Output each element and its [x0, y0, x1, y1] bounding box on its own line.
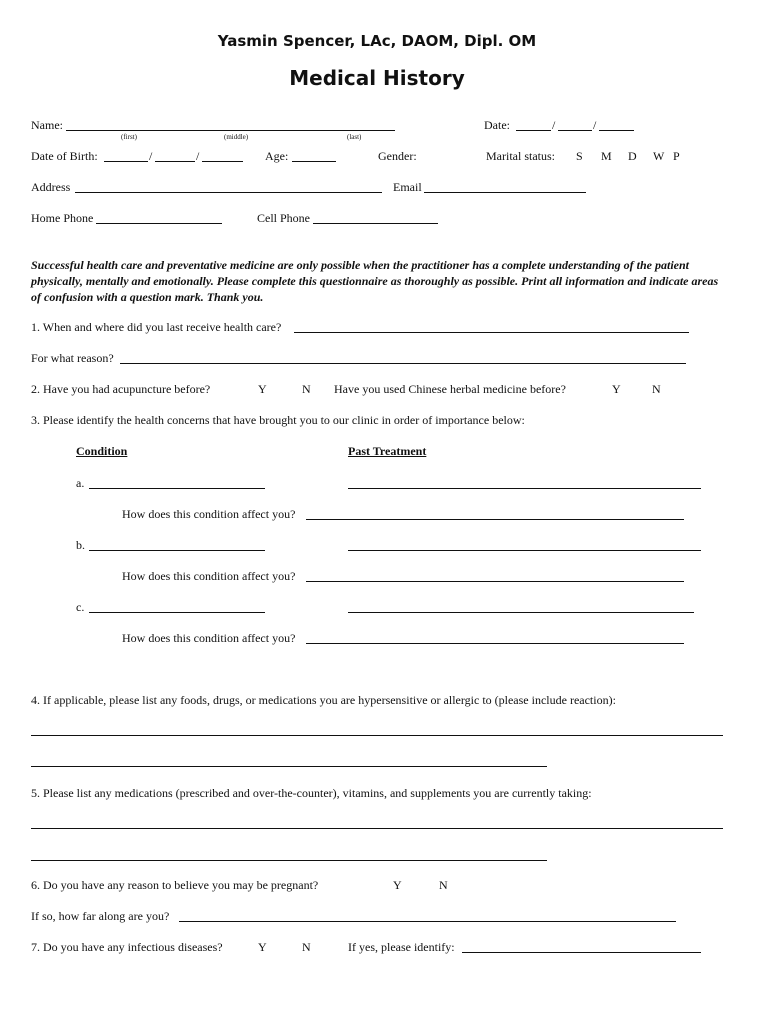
- home-phone-label: Home Phone: [31, 211, 94, 225]
- question-5-field-2[interactable]: [31, 860, 547, 861]
- dob-month-field[interactable]: [104, 149, 148, 162]
- question-4-field-1[interactable]: [31, 735, 723, 736]
- marital-option-d[interactable]: D: [628, 149, 637, 163]
- question-2b: Have you used Chinese herbal medicine before?: [334, 382, 566, 396]
- marital-option-m[interactable]: M: [601, 149, 612, 163]
- date-slash-2: /: [593, 118, 597, 132]
- question-1-reason-field[interactable]: [120, 351, 686, 364]
- name-sub-first: (first): [121, 133, 137, 141]
- marital-option-p[interactable]: P: [673, 149, 680, 163]
- question-7-followup-field[interactable]: [462, 940, 701, 953]
- dob-label: Date of Birth:: [31, 149, 98, 163]
- condition-b-field[interactable]: [89, 538, 265, 551]
- name-label: Name:: [31, 118, 63, 132]
- email-label: Email: [393, 180, 422, 194]
- cell-phone-field[interactable]: [313, 211, 438, 224]
- question-6-followup: If so, how far along are you?: [31, 909, 170, 923]
- question-4-field-2[interactable]: [31, 766, 547, 767]
- question-4: 4. If applicable, please list any foods, drugs, or medications you are hypersensitive or allergic to (please include reaction):: [31, 693, 616, 707]
- question-5: 5. Please list any medications (prescribed and over-the-counter), vitamins, and supplements you are currently taking:: [31, 786, 592, 800]
- condition-a-label: a.: [76, 476, 85, 490]
- date-year-field[interactable]: [599, 118, 634, 131]
- question-5-field-1[interactable]: [31, 828, 723, 829]
- question-2a: 2. Have you had acupuncture before?: [31, 382, 211, 396]
- age-field[interactable]: [292, 149, 336, 162]
- age-label: Age:: [265, 149, 289, 163]
- question-6: 6. Do you have any reason to believe you may be pregnant?: [31, 878, 319, 892]
- q2b-yes-option[interactable]: Y: [612, 382, 621, 396]
- question-3: 3. Please identify the health concerns that have brought you to our clinic in order of importance below:: [31, 413, 525, 427]
- question-1-field[interactable]: [294, 320, 689, 333]
- q2a-yes-option[interactable]: Y: [258, 382, 267, 396]
- marital-option-w[interactable]: W: [653, 149, 665, 163]
- q6-no-option[interactable]: N: [439, 878, 448, 892]
- marital-label: Marital status:: [486, 149, 555, 163]
- marital-option-s[interactable]: S: [576, 149, 583, 163]
- home-phone-field[interactable]: [96, 211, 222, 224]
- dob-slash-2: /: [196, 149, 200, 163]
- q2a-no-option[interactable]: N: [302, 382, 311, 396]
- dob-slash-1: /: [149, 149, 153, 163]
- condition-header: Condition: [76, 444, 128, 458]
- condition-c-label: c.: [76, 600, 85, 614]
- gender-label: Gender:: [378, 149, 417, 163]
- q2b-no-option[interactable]: N: [652, 382, 661, 396]
- intro-paragraph: Successful health care and preventative medicine are only possible when the practitioner has a complete understanding of the patient physically, mentally and emotionally. Please complete this questionnaire as thoroughly as possible. Print all information and indicate areas of confusion with a question mark. Thank you.: [31, 258, 719, 304]
- affect-b-field[interactable]: [306, 569, 684, 582]
- condition-b-label: b.: [76, 538, 85, 552]
- affect-c-field[interactable]: [306, 631, 684, 644]
- name-sub-middle: (middle): [224, 133, 249, 141]
- date-label: Date:: [484, 118, 510, 132]
- affect-a-field[interactable]: [306, 507, 684, 520]
- name-field[interactable]: [66, 118, 395, 131]
- practitioner-name: Yasmin Spencer, LAc, DAOM, Dipl. OM: [217, 32, 537, 50]
- treatment-a-field[interactable]: [348, 476, 701, 489]
- q7-yes-option[interactable]: Y: [258, 940, 267, 954]
- q6-yes-option[interactable]: Y: [393, 878, 402, 892]
- treatment-b-field[interactable]: [348, 538, 701, 551]
- question-7: 7. Do you have any infectious diseases?: [31, 940, 223, 954]
- page-title: Medical History: [289, 66, 465, 90]
- affect-a-question: How does this condition affect you?: [122, 507, 296, 521]
- q7-no-option[interactable]: N: [302, 940, 311, 954]
- condition-a-field[interactable]: [89, 476, 265, 489]
- treatment-c-field[interactable]: [348, 600, 694, 613]
- name-sub-last: (last): [347, 133, 362, 141]
- condition-c-field[interactable]: [89, 600, 265, 613]
- cell-phone-label: Cell Phone: [257, 211, 310, 225]
- address-field[interactable]: [75, 180, 382, 193]
- dob-year-field[interactable]: [202, 149, 243, 162]
- address-label: Address: [31, 180, 71, 194]
- date-month-field[interactable]: [516, 118, 551, 131]
- question-6-followup-field[interactable]: [179, 909, 676, 922]
- dob-day-field[interactable]: [155, 149, 195, 162]
- email-field[interactable]: [424, 180, 586, 193]
- date-slash-1: /: [552, 118, 556, 132]
- date-day-field[interactable]: [558, 118, 592, 131]
- question-7-followup: If yes, please identify:: [348, 940, 455, 954]
- past-treatment-header: Past Treatment: [348, 444, 427, 458]
- question-1: 1. When and where did you last receive health care?: [31, 320, 282, 334]
- affect-b-question: How does this condition affect you?: [122, 569, 296, 583]
- affect-c-question: How does this condition affect you?: [122, 631, 296, 645]
- question-1-reason: For what reason?: [31, 351, 114, 365]
